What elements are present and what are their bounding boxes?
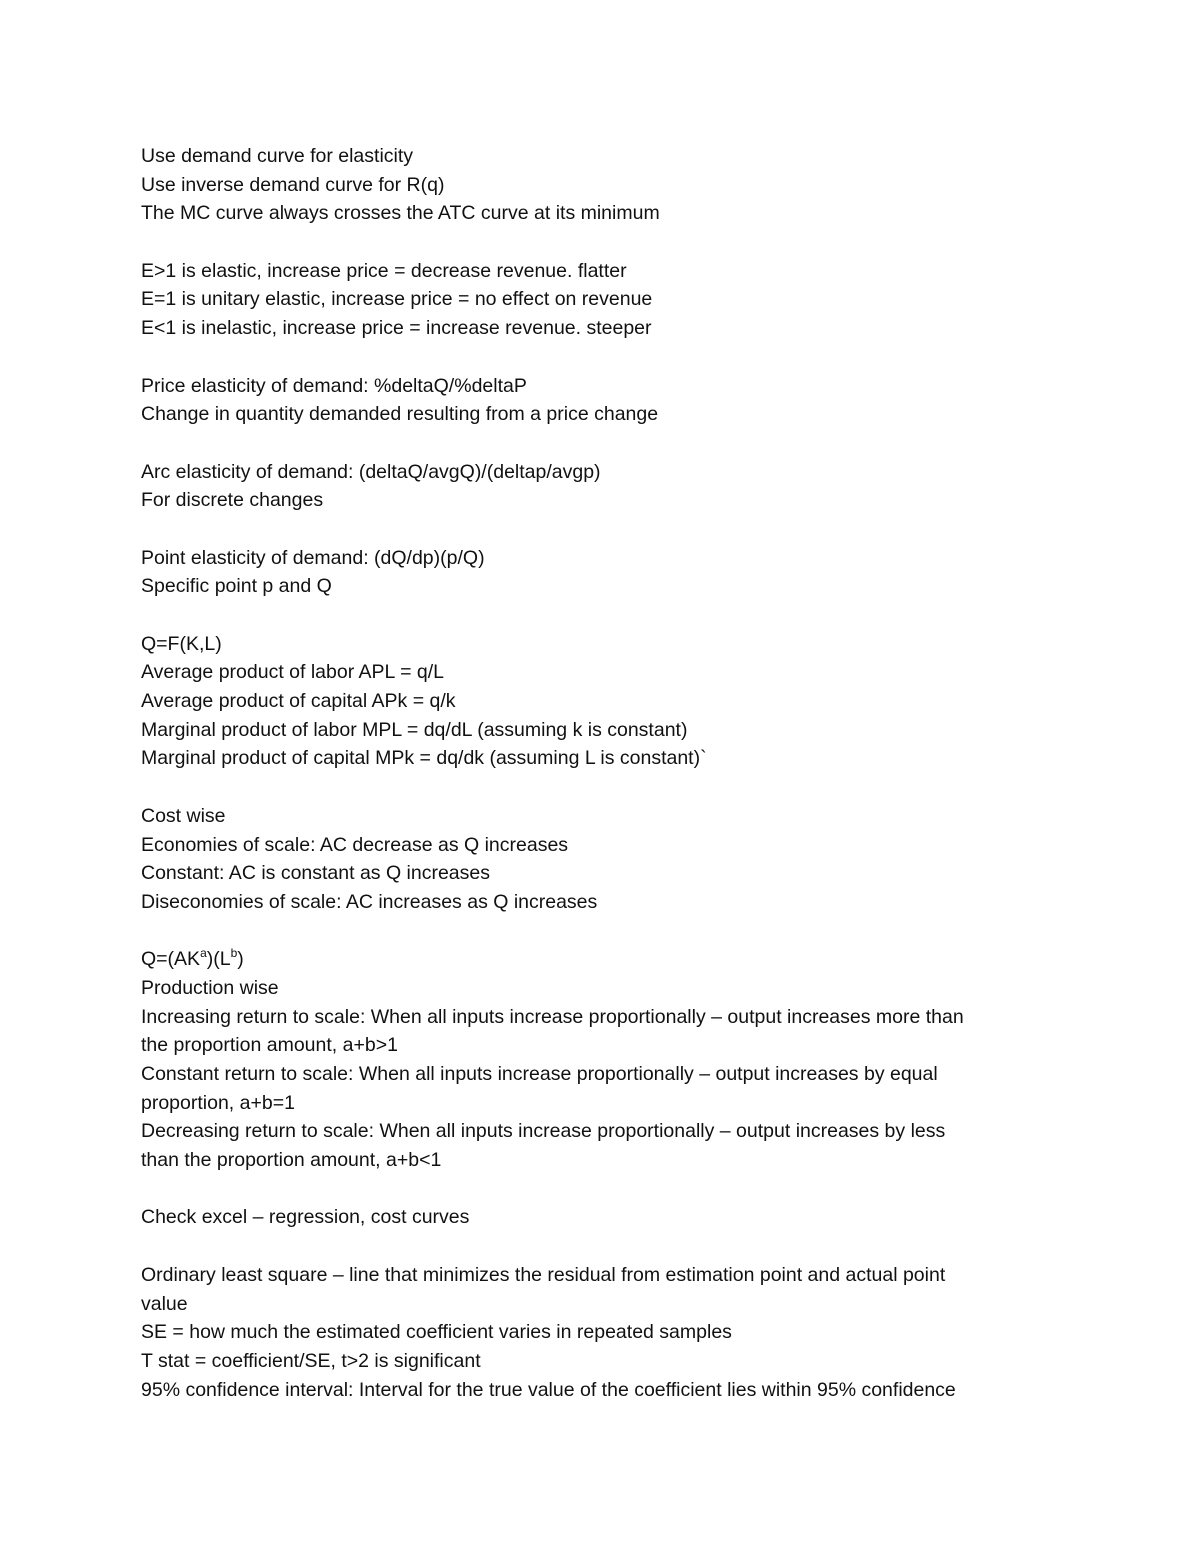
text-line: For discrete changes (141, 489, 324, 512)
blank-line (141, 601, 1071, 630)
text-line: Decreasing return to scale: When all inputs increase proportionally – output increases by less (141, 1120, 946, 1143)
text-line: Change in quantity demanded resulting from a price change (141, 403, 659, 426)
text-line: 95% confidence interval: Interval for the true value of the coefficient lies within 95% confidence (141, 1378, 956, 1401)
blank-line (141, 515, 1071, 544)
formula-prefix: Q=(AK (141, 948, 201, 971)
text-line: SE = how much the estimated coefficient varies in repeated samples (141, 1321, 732, 1344)
blank-line (141, 773, 1071, 802)
blank-line (141, 228, 1071, 257)
text-line: E>1 is elastic, increase price = decrease revenue. flatter (141, 259, 627, 282)
text-line: Price elasticity of demand: %deltaQ/%deltaP (141, 374, 527, 397)
text-line: Increasing return to scale: When all inputs increase proportionally – output increases more than (141, 1005, 964, 1028)
text-line: Average product of capital APk = q/k (141, 690, 456, 713)
text-line: Point elasticity of demand: (dQ/dp)(p/Q) (141, 546, 485, 569)
text-line: proportion, a+b=1 (141, 1091, 295, 1114)
text-line: Marginal product of capital MPk = dq/dk (assuming L is constant)` (141, 747, 707, 770)
blank-line (141, 917, 1071, 946)
cobb-douglas-formula (141, 945, 1071, 974)
text-line: Marginal product of labor MPL = dq/dL (assuming k is constant) (141, 718, 688, 741)
text-line: Average product of labor APL = q/L (141, 661, 445, 684)
blank-line (141, 1175, 1071, 1204)
text-line: Specific point p and Q (141, 575, 332, 598)
blank-line (141, 1232, 1071, 1261)
text-line: Cost wise (141, 804, 226, 827)
text-line: Ordinary least square – line that minimizes the residual from estimation point and actual point (141, 1263, 946, 1286)
text-line: Economies of scale: AC decrease as Q increases (141, 833, 569, 856)
text-line: than the proportion amount, a+b<1 (141, 1149, 442, 1172)
text-line: Diseconomies of scale: AC increases as Q increases (141, 890, 598, 913)
text-line: Use demand curve for elasticity (141, 145, 414, 167)
text-line: The MC curve always crosses the ATC curve at its minimum (141, 202, 660, 225)
text-line: E=1 is unitary elastic, increase price = no effect on revenue (141, 288, 653, 311)
formula-suffix: ) (237, 948, 244, 971)
blank-line (141, 343, 1071, 372)
text-line: Check excel – regression, cost curves (141, 1206, 470, 1229)
text-line: the proportion amount, a+b>1 (141, 1034, 398, 1057)
text-line: Arc elasticity of demand: (deltaQ/avgQ)/(deltap/avgp) (141, 460, 601, 483)
text-line: Constant return to scale: When all inputs increase proportionally – output increases by equal (141, 1063, 938, 1085)
text-line: Use inverse demand curve for R(q) (141, 173, 445, 196)
text-line: Q=F(K,L) (141, 632, 222, 655)
text-line: Production wise (141, 976, 279, 999)
text-line: Constant: AC is constant as Q increases (141, 862, 491, 885)
notes-body (141, 142, 1071, 1404)
text-line: E<1 is inelastic, increase price = increase revenue. steeper (141, 317, 652, 340)
exponent-b: b (230, 945, 238, 960)
text-line: T stat = coefficient/SE, t>2 is significant (141, 1349, 481, 1372)
exponent-a: a (200, 945, 207, 960)
text-line: value (141, 1292, 188, 1315)
blank-line (141, 429, 1071, 458)
formula-middle: )(L (206, 948, 231, 971)
